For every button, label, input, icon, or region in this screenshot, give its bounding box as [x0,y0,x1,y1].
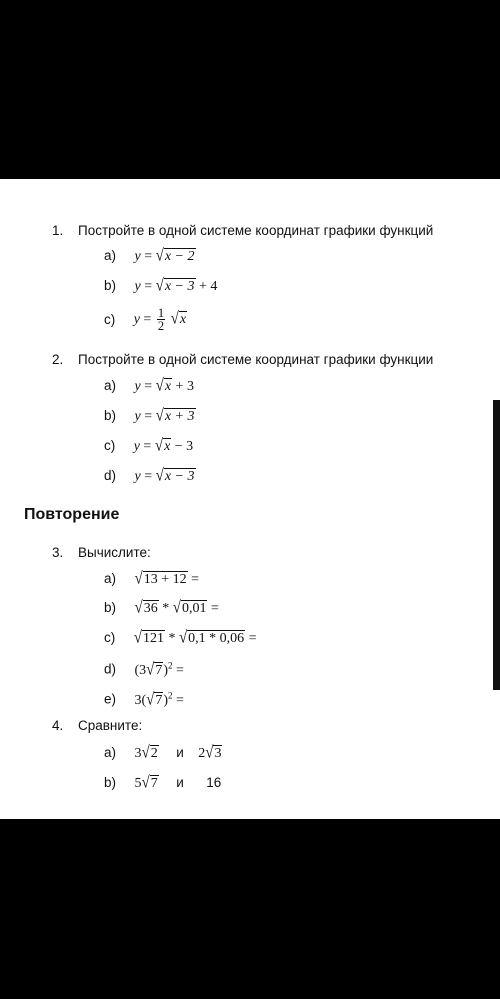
formula [134,406,195,426]
radicand: x + 3 [164,409,195,424]
task-1c [104,307,187,332]
item-label: b) [104,408,117,423]
radicand: x − 3 [164,279,195,294]
item-label: d) [104,468,117,483]
sqrt-icon: √ [146,690,155,709]
radicand: 3 [214,746,222,761]
formula [134,690,184,709]
sqrt-icon: √ [155,466,164,486]
sqrt-icon: √ [172,598,181,618]
task-1b [104,277,217,295]
formula [133,436,194,456]
item-label: d) [104,661,117,677]
coefficient: 2 [198,746,206,761]
formula-prefix: (3 [134,662,147,678]
radicand: 13 + 12 [143,572,187,587]
radicand: 7 [155,662,163,678]
task-3e [104,690,184,709]
formula [134,376,194,396]
exponent: 2 [168,690,173,700]
task-3-number: 3. [52,545,64,560]
formula-eq: = [143,311,152,327]
task-1a [104,247,196,265]
radicand: 7 [155,692,163,708]
fraction-numerator: 1 [157,306,165,320]
formula [134,598,219,618]
formula-suffix: ) [163,662,169,678]
compare-value: 16 [206,775,222,790]
formula-lhs: y [134,249,141,264]
sqrt-icon: √ [146,660,155,679]
sqrt-icon: √ [155,376,164,396]
radicand: 0,01 [181,601,207,616]
sqrt-icon: √ [178,628,188,648]
sqrt-icon: √ [170,309,179,328]
formula-lhs: y [134,279,141,294]
item-label: b) [104,775,117,790]
formula-tail: = [191,572,200,587]
radicand: 7 [150,776,158,791]
formula-prefix: 3( [134,692,147,708]
formula-operator: * [168,631,176,646]
task-2-text: Постройте в одной системе координат графики функции [78,352,434,367]
radicand: x [164,439,171,454]
formula-tail: + 4 [199,279,218,294]
task-3d [104,660,184,679]
task-4-number: 4. [52,718,64,733]
radicand: 121 [142,631,164,646]
formula [133,306,187,333]
radicand: 36 [143,601,158,616]
formula-lhs: y [134,409,141,424]
item-label: a) [104,745,117,760]
item-label: a) [104,248,117,263]
radicand: 0,1 * 0,06 [188,631,245,646]
formula [133,628,257,648]
radicand: x [164,379,172,394]
sqrt-icon: √ [155,276,164,296]
conjunction: и [176,745,184,760]
formula-lhs: y [133,439,140,454]
formula-eq: = [144,249,153,264]
item-label: c) [104,312,116,327]
item-label: e) [104,691,117,707]
formula-tail: = [248,631,257,646]
item-label: c) [104,438,116,453]
fraction-denominator: 2 [157,319,165,333]
document-page [0,179,490,819]
fraction [157,307,165,332]
formula [134,660,184,679]
task-4-text: Сравните: [78,718,143,733]
task-1-text: Постройте в одной системе координат графики функций [78,223,434,238]
side-scroll-strip [493,400,500,690]
formula-tail: = [210,601,219,616]
formula [134,246,195,266]
item-label: a) [104,378,117,393]
item-label: b) [104,278,117,293]
radicand: 2 [150,746,158,761]
sqrt-icon: √ [154,436,164,456]
task-3a [104,570,199,588]
task-4a [104,744,222,762]
sqrt-icon: √ [134,598,143,618]
formula [134,276,218,296]
formula-lhs: y [134,379,141,394]
coefficient: 5 [134,776,142,791]
formula-eq: = [144,379,153,394]
task-2-number: 2. [52,352,64,367]
formula-suffix: ) [163,692,169,708]
item-label: b) [104,600,117,615]
task-3c [104,629,257,647]
radicand: x − 3 [164,469,195,484]
task-2c [104,437,193,455]
radicand: x [179,311,187,327]
sqrt-icon: √ [205,743,214,763]
exponent: 2 [168,660,173,670]
formula [198,743,222,763]
formula-tail: + 3 [175,379,194,394]
task-3b [104,599,219,617]
task-4b [104,774,221,792]
section-heading: Повторение [24,506,120,523]
task-2b [104,407,196,425]
formula [134,466,195,486]
formula-tail: = [176,692,184,708]
formula [134,773,162,793]
task-3-text: Вычислите: [78,545,151,560]
formula-operator: * [162,601,170,616]
formula-eq: = [144,279,153,294]
formula-eq: = [144,409,153,424]
item-label: c) [104,630,116,645]
formula-lhs: y [134,469,141,484]
sqrt-icon: √ [134,569,143,589]
sqrt-icon: √ [133,628,142,648]
task-2d [104,467,196,485]
radicand: x − 2 [164,249,195,264]
item-label: a) [104,571,117,586]
formula [134,569,200,589]
formula-eq: = [144,469,153,484]
formula-lhs: y [133,311,140,327]
formula [134,743,162,763]
sqrt-icon: √ [155,406,164,426]
formula-tail: = [176,662,184,678]
task-2a [104,377,194,395]
conjunction: и [176,775,184,790]
sqrt-icon: √ [155,246,164,266]
formula-tail: − 3 [174,439,194,454]
sqrt-icon: √ [141,773,150,793]
formula-eq: = [143,439,152,454]
sqrt-icon: √ [141,743,150,763]
coefficient: 3 [134,746,142,761]
task-1-number: 1. [52,223,64,238]
